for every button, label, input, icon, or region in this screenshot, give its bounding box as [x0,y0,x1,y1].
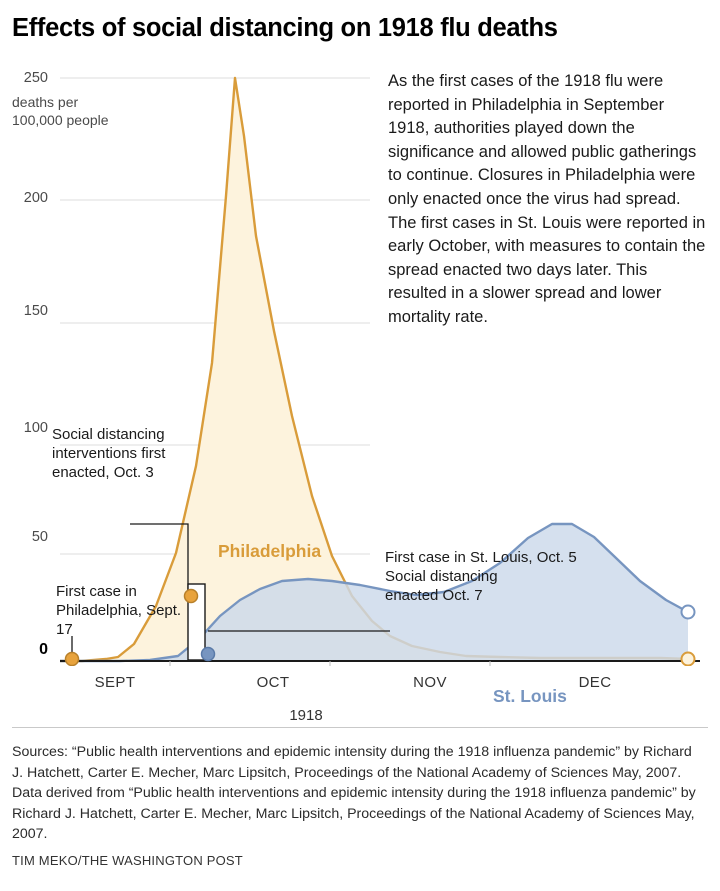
marker-endpoint-st-louis [682,606,695,619]
y-tick-0: 0 [39,641,48,658]
footer-divider [12,727,708,728]
y-tick-200: 200 [23,190,48,206]
y-tick-250: 250 [23,70,48,86]
x-tick-oct: OCT [256,674,290,691]
x-tick-sept: SEPT [94,674,136,691]
x-tick-nov: NOV [413,674,447,691]
page-title: Effects of social distancing on 1918 flu deaths [12,14,558,42]
credit-line: TIM MEKO/THE WASHINGTON POST [12,853,243,868]
annotation-st-louis [385,548,675,606]
annotation-social-distancing: Social distancing interventions first enacted, Oct. 3 [52,426,166,482]
x-axis-title: 1918 [289,707,323,724]
sources-text: Sources: “Public health interventions and epidemic intensity during the 1918 influenza pandemic” by Richard J. Hatchett, Carter E. Mecher, Marc Lipsitch, Proceedings of the National Academy of Sciences May, 2007. Data derived from “Public health interventions and epidemic intensity during the 1918 influenza pandemic” by Richard J. Hatchett, Carter E. Mecher, Marc Lipsitch, Proceedings of the National Academy of Sciences May, 2007. [12,744,696,843]
annotation-st-louis-line3: enacted Oct. 7 [385,587,483,605]
y-tick-150: 150 [23,303,48,319]
x-tick-dec: DEC [578,674,612,691]
y-tick-100: 100 [23,420,48,436]
annotation-st-louis-line2: Social distancing [385,568,498,586]
annotation-first-case-philadelphia: First case in Philadelphia, Sept. 17 [56,583,182,639]
y-axis-unit-label: deaths per 100,000 people [12,94,109,128]
marker-first-case-philadelphia [66,653,79,666]
marker-endpoint-philadelphia [682,653,695,666]
series-label-philadelphia: Philadelphia [218,541,322,561]
y-tick-50: 50 [31,529,48,545]
description-text: As the first cases of the 1918 flu were reported in Philadelphia in September 1918, authorities played down the significance and allowed public gatherings to continue. Closures in Philadelphia were only enacted once the virus had spread. The first cases in St. Louis were reported in early October, with measures to contain the spread enacted two days later. This resulted in a slower spread and lower mortality rate. [388,72,706,326]
series-label-st-louis: St. Louis [493,686,567,706]
marker-first-case-st-louis [202,648,215,661]
annotation-st-louis-line1: First case in St. Louis, Oct. 5 [385,549,577,566]
